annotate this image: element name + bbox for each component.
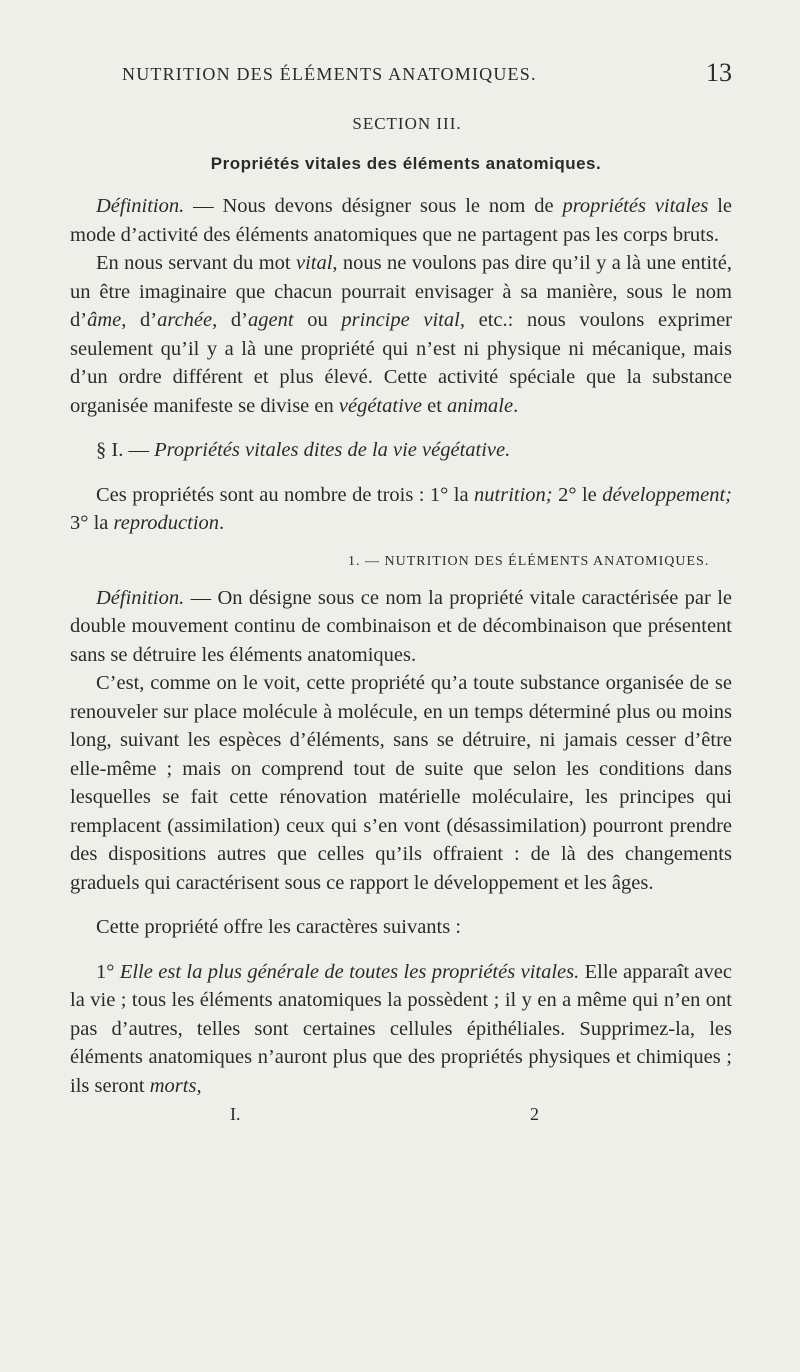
term-definition: Définition. — [96, 586, 185, 609]
section-title: SECTION III. — [352, 114, 462, 133]
subsection-heading: § I. — Propriétés vitales dites de la vie végétative. — [96, 439, 511, 461]
article-heading: 1. — NUTRITION DES ÉLÉMENTS ANATOMIQUES. — [348, 553, 710, 569]
term-definition: Définition. — [96, 195, 185, 217]
running-head — [70, 50, 732, 87]
page-footer — [70, 1104, 732, 1128]
paragraph-characters: Cette propriété offre les caractères suivants : — [96, 916, 462, 938]
paragraph-word-vital: En nous servant du mot vital, nous ne voulons pas dire qu’il y a là une entité, un être imaginaire que chacun pourrait envisager à sa manière, sous le nom d’âme, d’archée, d’agent ou principe vital, etc.: nous voulons exprimer seulement qu’il y a là une propriété qui n’est ni physique ni mécanique, mais d’un ordre différent et plus élevé. Cette activité spéciale que la substance organisée manifeste se divise en végétative et animale. — [70, 252, 732, 417]
section-subtitle: Propriétés vitales des éléments anatomiques. — [210, 154, 602, 173]
sheet-number: 2 — [530, 1104, 539, 1124]
paragraph-definition-nutrition: Définition. — On désigne sous ce nom la propriété vitale caractérisée par le double mouvement continu de combinaison et de décombinaison que présentent sans se détruire les éléments anatomiques. — [70, 586, 732, 666]
term-vital-properties: propriétés vitales — [562, 195, 709, 217]
page-number: 13 — [706, 58, 732, 87]
paragraph-definition-vital-properties: Définition. — Nous devons désigner sous le nom de propriétés vitales le mode d’activité des éléments anatomiques que ne partagent pas les corps bruts. — [70, 195, 733, 246]
paragraph-most-general: 1° Elle est la plus générale de toutes les propriétés vitales. Elle apparaît avec la vie ; tous les éléments anatomiques la possèdent ; il y en a même qui n’en ont pas d’autres, telles sont certaines cellules épithéliales. Supprimez-la, les éléments anatomiques n’auront plus que des propriétés physiques et chimiques ; ils seront morts, — [70, 960, 732, 1097]
paragraph-renewal: C’est, comme on le voit, cette propriété qu’a toute substance organisée de se renouveler sur place molécule à molécule, en un temps déterminé plus ou moins long, suivant les espèces d’éléments, sans se détruire, ni jamais cesser d’être elle-même ; mais on comprend tout de suite que selon les conditions dans lesquelles se fait cette rénovation matérielle moléculaire, les principes qui remplacent (assimilation) ceux qui s’en vont (désassimilation) pourront prendre des dispositions autres que celles qu’ils offraient : de là des changements graduels qui caractérisent sous ce rapport le développement et les âges. — [70, 672, 732, 894]
signature-mark: I. — [230, 1104, 241, 1124]
paragraph-three-properties: Ces propriétés sont au nombre de trois : 1° la nutrition; 2° le développement; 3° la reproduction. — [70, 483, 732, 534]
running-title: NUTRITION DES ÉLÉMENTS ANATOMIQUES. — [122, 64, 537, 84]
